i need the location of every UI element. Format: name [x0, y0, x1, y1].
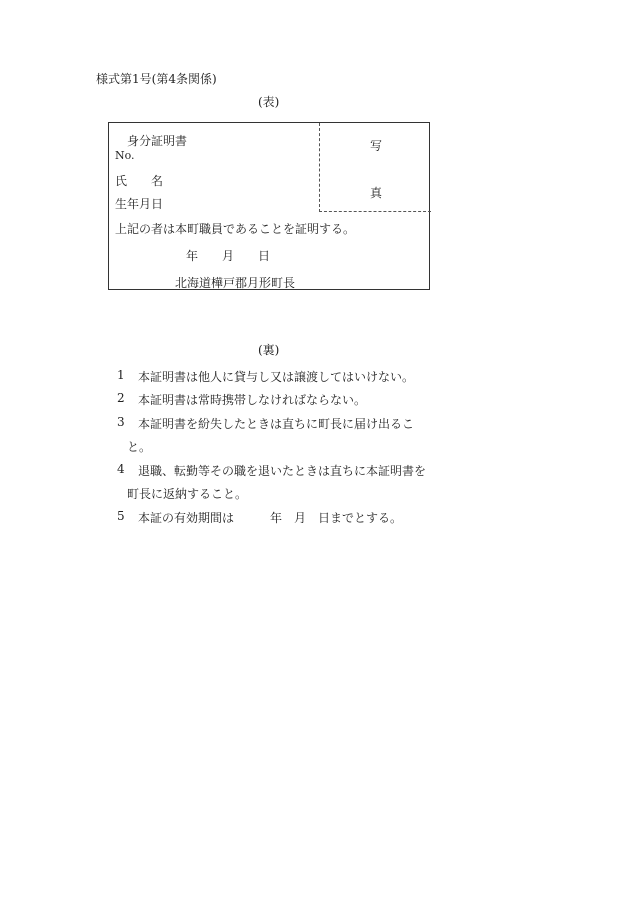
note-number: 2 [117, 391, 125, 405]
name-label: 氏 名 [115, 174, 164, 188]
certification-text: 上記の者は本町職員であることを証明する。 [115, 222, 356, 236]
card-title: 身分証明書 [127, 134, 188, 148]
note-text: 本証の有効期間は 年 月 日までとする。 [138, 511, 403, 525]
note-text-continued: 町長に返納すること。 [127, 487, 248, 501]
issue-date-line: 年 月 日 [186, 249, 271, 263]
birthdate-label: 生年月日 [115, 197, 164, 211]
note-number: 5 [117, 509, 125, 523]
note-text: 本証明書を紛失したときは直ちに町長に届け出るこ [138, 417, 415, 431]
photo-label-bottom: 真 [370, 186, 383, 200]
front-side-label: (表) [258, 95, 280, 109]
form-number-heading: 様式第1号(第4条関係) [96, 72, 217, 86]
note-text: 本証明書は常時携帯しなければならない。 [138, 393, 367, 407]
photo-label-top: 写 [370, 139, 383, 153]
note-number: 1 [117, 368, 125, 382]
note-number: 4 [117, 462, 125, 476]
note-text: 退職、転勤等その職を退いたときは直ちに本証明書を [138, 464, 427, 478]
issuer-name: 北海道樺戸郡月形町長 [175, 276, 296, 290]
note-number: 3 [117, 415, 125, 429]
note-text: 本証明書は他人に貸与し又は譲渡してはいけない。 [138, 370, 415, 384]
note-text-continued: と。 [127, 440, 152, 454]
id-card-front [108, 122, 430, 290]
photo-area [319, 123, 431, 212]
card-number-label: No. [115, 149, 135, 162]
back-side-label: (裏) [258, 343, 280, 357]
